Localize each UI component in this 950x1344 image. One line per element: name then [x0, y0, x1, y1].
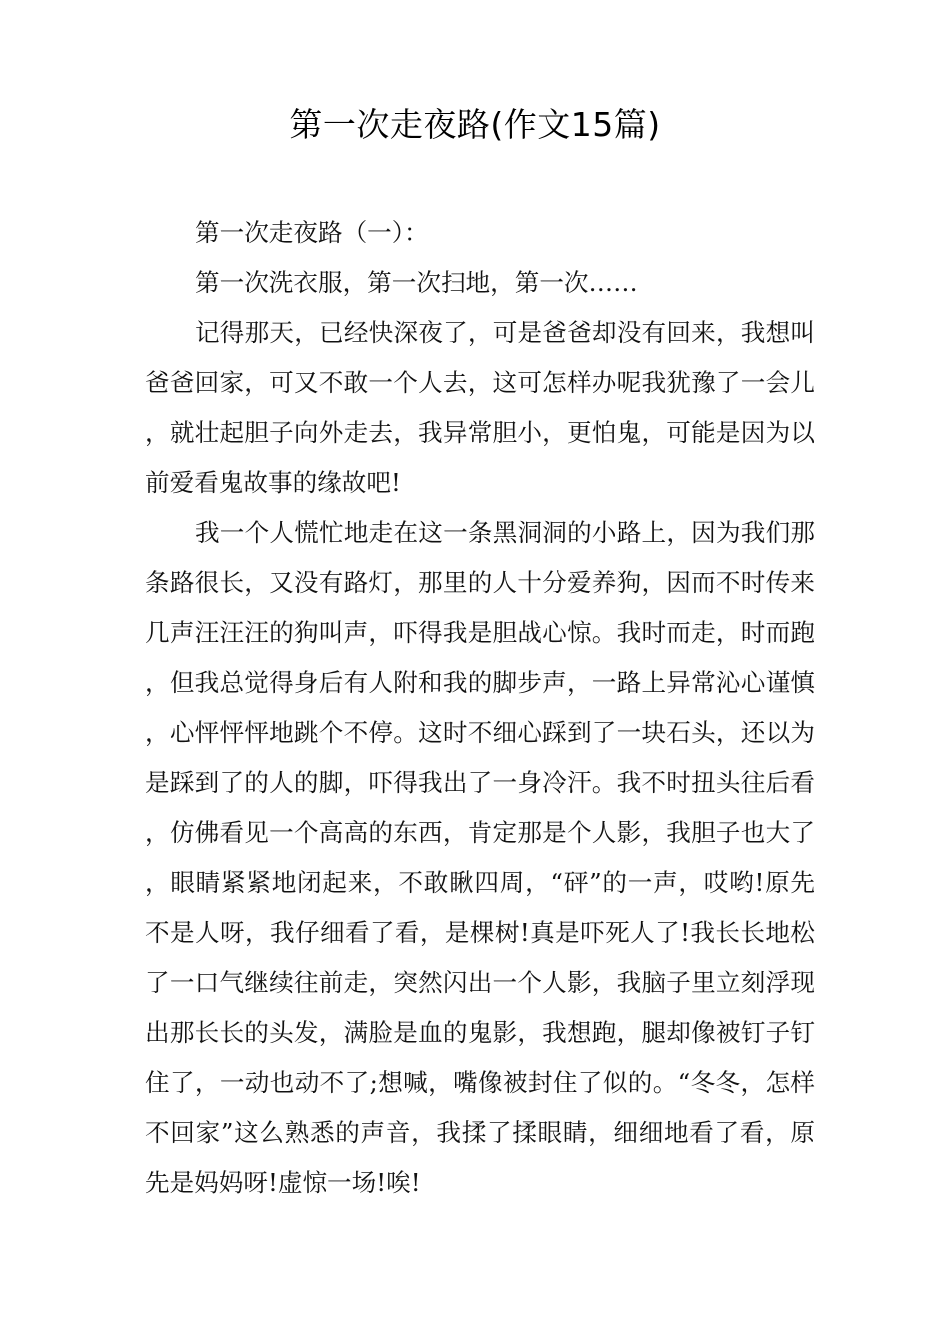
paragraph-body-1: 记得那天，已经快深夜了，可是爸爸却没有回来，我想叫爸爸回家，可又不敢一个人去，这可怎样办呢我犹豫了一会儿，就壮起胆子向外走去，我异常胆小，更怕鬼，可能是因为以前爱看鬼故事的缘故吧!: [145, 318, 815, 497]
paragraph-heading: 第一次走夜路（一）：: [195, 218, 429, 247]
paragraph-intro: 第一次洗衣服，第一次扫地，第一次……: [195, 268, 638, 297]
paragraph-body-2: 我一个人慌忙地走在这一条黑洞洞的小路上，因为我们那条路很长，又没有路灯，那里的人十分爱养狗，因而不时传来几声汪汪汪的狗叫声，吓得我是胆战心惊。我时而走，时而跑，但我总觉得身后有人附和我的脚步声，一路上异常沁心谨慎，心怦怦怦地跳个不停。这时不细心踩到了一块石头，还以为是踩到了的人的脚，吓得我出了一身冷汗。我不时扭头往后看，仿佛看见一个高高的东西，肯定那是个人影，我胆子也大了，眼睛紧紧地闭起来，不敢瞅四周，“砰”的一声，哎哟!原先不是人呀，我仔细看了看，是棵树!真是吓死人了!我长长地松了一口气继续往前走，突然闪出一个人影，我脑子里立刻浮现出那长长的头发，满脸是血的鬼影，我想跑，腿却像被钉子钉住了，一动也动不了;想喊，嘴像被封住了似的。“冬冬，怎样不回家”这么熟悉的声音，我揉了揉眼睛，细细地看了看，原先是妈妈呀!虚惊一场!唉!: [145, 518, 815, 1197]
document-title: 第一次走夜路(作文15篇): [289, 105, 661, 144]
document-body: [145, 208, 815, 1208]
